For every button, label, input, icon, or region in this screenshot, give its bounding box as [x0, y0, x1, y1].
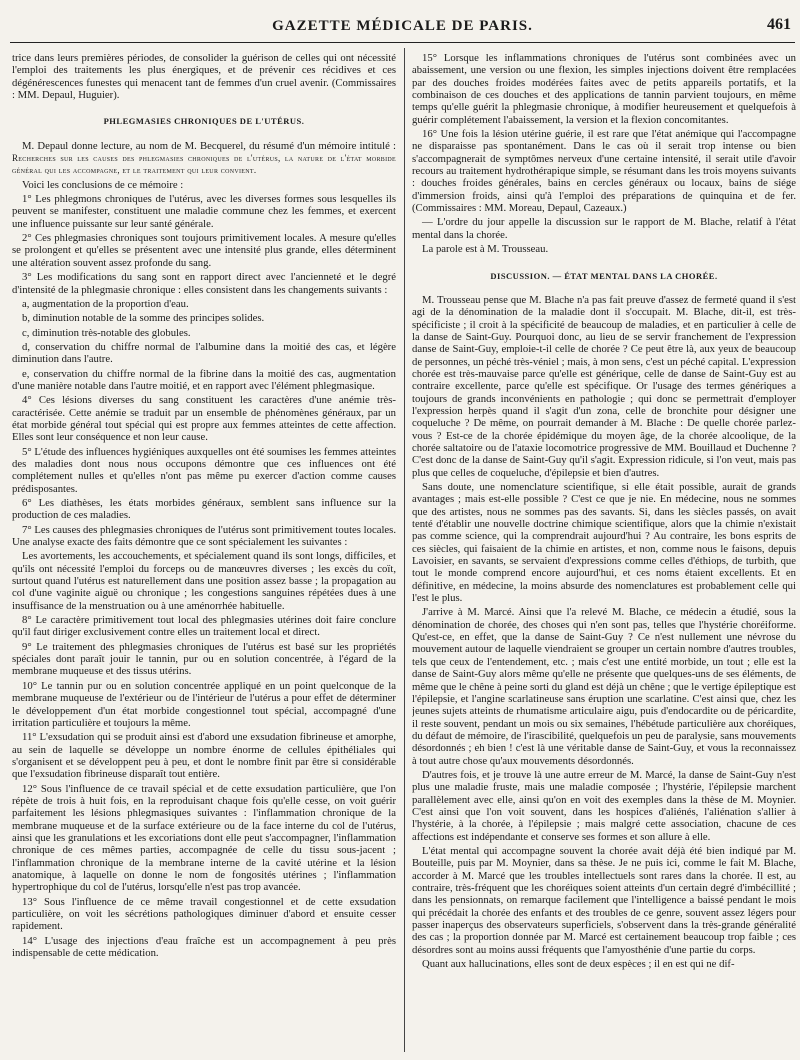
memoir-title: Recherches sur les causes des phlegmasies chroniques de l'utérus, la nature de l'état morbide général qui les accompagne, et le traitement qui leur convient.: [12, 153, 396, 176]
paragraph: 8° Le caractère primitivement tout local des phlegmasies utérines doit faire conclure qu'il faut diriger exclusivement contre elles un traitement local et direct.: [12, 614, 396, 639]
paragraph: 13° Sous l'influence de ce même travail congestionnel et de cette exsudation particulière, on voit les sécrétions pathologiques diminuer d'abord et ensuite cesser rapidement.: [12, 895, 396, 933]
right-paragraphs-b: [412, 294, 796, 971]
section-title-discussion: DISCUSSION. — ÉTAT MENTAL DANS LA CHORÉE.: [490, 270, 718, 281]
paragraph: 7° Les causes des phlegmasies chroniques de l'utérus sont primitivement toutes locales. Une analyse exacte des faits démontre que ce sont spécialement les suivantes :: [12, 523, 396, 549]
left-paragraphs: [12, 193, 396, 959]
section-title-phlegmasies: PHLEGMASIES CHRONIQUES DE L'UTÉRUS.: [103, 116, 305, 127]
paragraph: 10° Le tannin pur ou en solution concentrée appliqué en un point quelconque de la membrane muqueuse de l'extérieur ou de l'intérieur de l'utérus a pour effet de déterminer le développement d'un état morbide congestionnel tout spécial, accompagné d'une irritation particulière et toujours la même.: [12, 679, 396, 729]
paragraph: D'autres fois, et je trouve là une autre erreur de M. Marcé, la danse de Saint-Guy n'est plus une maladie fruste, mais une maladie composée ; l'hystérie, l'épilepsie marchent parallèlement avec elle, ainsi qu'on en voit des exemples dans la thèse de M. Moynier. C'est ainsi que l'on voit souvent, dans les hospices d'aliénés, l'aliénation s'allier à l'hystérie, à la chorée, à l'épilepsie ; mais malgré cette association, chacune de ces affections est indépendante et conserve ses formes et son allure à elle.: [412, 768, 796, 843]
intro-start: M. Depaul donne lecture, au nom de M. Becquerel, du résumé d'un mémoire intitulé :: [22, 139, 396, 152]
right-column: [412, 52, 796, 1052]
paragraph: 1° Les phlegmons chroniques de l'utérus, avec les diverses formes sous lesquelles ils peuvent se manifester, constituent une maladie commune chez les femmes, et exercent une influence puissante sur leur santé générale.: [12, 193, 396, 230]
opening-paragraph: trice dans leurs premières périodes, de consolider la guérison de celles qui ont nécessité l'emploi des traitements les plus énergiques, et de prévenir ces récidives et ces dégénérescences funestes qui menacent tant de femmes d'un cruel avenir. (Commissaires : MM. Depaul, Huguier).: [12, 52, 396, 102]
conclusions-intro: Voici les conclusions de ce mémoire :: [22, 178, 184, 191]
column-divider: [404, 48, 405, 1052]
paragraph: d, conservation du chiffre normal de l'albumine dans la moitié des cas, et légère diminution dans l'autre.: [12, 340, 396, 366]
paragraph: 5° L'étude des influences hygiéniques auxquelles ont été soumises les femmes atteintes des maladies dont nous nous occupons démontre que ces influences ont été complétement nulles et qu'elles n'ont pas même pu exercer d'action comme causes prédisposantes.: [12, 445, 396, 495]
paragraph: M. Trousseau pense que M. Blache n'a pas fait preuve d'assez de fermeté quand il s'est agi de la dénomination de la maladie dont il s'occupait. M. Blache, dit-il, est très-spécificiste ; il croit à la spécificité de beaucoup de maladies, et en particulier à celle de la danse de Saint-Guy. Pourquoi donc, au lieu de se servir franchement de l'expression danse de Saint-Guy, emploie-t-il celle de chorée ? Ce peut être là, aux yeux de beaucoup de personnes, un péché très-véniel ; mais, à mon sens, c'est un péché capital. L'expression chorée est très-mauvaise parce qu'elle est générique, celle de danse de Saint-Guy est au contraire excellente, parce qu'elle est spécifique. Or l'usage des termes génériques a toujours de grands inconvénients en pathologie ; qui donc se permettrait d'employer l'expression herpès quand il s'agit d'un zona, celle de bronchite pour désigner une coqueluche ? De même, on pourrait demander à M. Blache : De quelle chorée parlez-vous ? Est-ce de la chorée épidémique du moyen âge, de la chorée alcoolique, de la chorée saltatoire ou de l'ataxie locomotrice progressive de MM. Bouillaud et Duchenne ? C'est donc de la danse de Saint-Guy qu'il s'agit. Expression ridicule, si l'on veut, mais pas plus que celles de coqueluche, d'épilepsie et bien d'autres.: [412, 293, 796, 479]
paragraph: 6° Les diathèses, les états morbides généraux, semblent sans influence sur la production de ces maladies.: [12, 497, 396, 522]
paragraph: L'état mental qui accompagne souvent la chorée avait déjà été bien indiqué par M. Bouteille, puis par M. Moynier, dans sa thèse. Je ne puis ici, comme le fait M. Blache, accorder à M. Marcé que les troubles intellectuels sont rares dans la chorée. Il est, au contraire, très-fréquent que les choréiques soient atteints d'un certain degré d'imbécillité ; dans les pensionnats, on remarque facilement que l'intelligence a baissé pendant le mois qui précédait la chorée des enfants et des troubles de ce genre, souvent assez légers pour passer inaperçus des observateurs superficiels, s'observent dans la très-grande généralité des cas ; la proportion donnée par M. Marcé est certainement beaucoup trop faible ; ces désordres sont au moins aussi fréquents que l'amyosthénie d'une partie du corps.: [412, 844, 796, 956]
paragraph: 12° Sous l'influence de ce travail spécial et de cette exsudation particulière, que l'on répète de trois à huit fois, en la reproduisant chaque fois qu'elle cesse, on voit guérir parfaitement les lésions phlegmasiques suivantes : l'inflammation chronique de la membrane muqueuse et de la surface extérieure ou de la face interne du col de l'utérus, ainsi que les granulations et les excoriations dont elle peut s'accompagner, l'inflammation chronique de ces mêmes parties, accompagnée de celle du tissu sous-jacent ; l'inflammation chronique de la membrane interne de la cavité utérine et la lésion anatomique, à laquelle on donne le nom de fongosités utérines ; l'inflammation hypertrophique du col de l'utérus, lorsqu'elle n'est pas trop avancée.: [12, 782, 396, 894]
paragraph: Sans doute, une nomenclature scientifique, si elle était possible, aurait de grands avantages ; mais est-elle possible ? C'est ce que je nie. En médecine, nous ne sommes que des artistes, nous ne sommes pas des savants. Si, dans les siècles passés, on avait tenté d'établir une nouvelle doctrine chimique scientifique, alors que la chimie n'existait pas comme science, qui la comprendrait aujourd'hui ? Au contraire, les bons esprits de ces siècles, qui faisaient de la chimie en artistes, et non, comme nous le faisons, depuis Lavoisier, en savants, se servaient d'expressions comme celles d'éthiops, de turbith, que tout le monde comprend encore aujourd'hui, et ces noms étaient excellents. Et en définitive, en médecine, la moins absurde des nomenclatures est probablement celle qui l'est le plus.: [412, 481, 796, 605]
paragraph: 14° L'usage des injections d'eau fraîche est un accompagnement à peu près indispensable de cette médication.: [12, 934, 396, 960]
paragraph: a, augmentation de la proportion d'eau.: [22, 297, 189, 310]
paragraph: 11° L'exsudation qui se produit ainsi est d'abord une exsudation fibrineuse et amorphe, au sein de laquelle se développe un nombre énorme de cellules épithéliales qui s'organisent et se développent peu à peu, et dont le nombre finit par être si considérable que l'exsudation fibrineuse disparaît tout entière.: [12, 731, 396, 781]
paragraph: 9° Le traitement des phlegmasies chroniques de l'utérus est basé sur les propriétés spéciales dont paraît jouir le tannin, pur ou en solution concentrée, à l'égard de la membrane muqueuse et des tissus utérins.: [12, 640, 396, 678]
paragraph: Quant aux hallucinations, elles sont de deux espèces ; il en est qui ne dif-: [422, 958, 735, 971]
paragraph: b, diminution notable de la somme des principes solides.: [22, 312, 265, 325]
paragraph: J'arrive à M. Marcé. Ainsi que l'a relevé M. Blache, ce médecin a étudié, sous la dénomination de chorée, des choses qui n'en sont pas, telles que l'hystérie choréiforme. Qu'est-ce, en effet, que la danse de Saint-Guy ? Ce n'est nullement une névrose du mouvement autour de laquelle viendraient se grouper un certain nombre d'autres troubles, tels que ceux de l'entendement, etc. ; mais c'est une entité morbide, un tout ; elle est la danse de Saint-Guy alors même qu'elle ne présente que quelques-uns de ses éléments, de même que le chêne à peine sorti du gland est déjà un chêne ; que le vertige épileptique est l'épilepsie, et l'angine scarlatineuse sans éruption une scarlatine. C'est ainsi que, chez les jeunes sujets atteints de rhumatisme articulaire aigu, puis d'endocardite ou de péricardite, il reste souvent, pendant un mois ou six semaines, l'hébétude particulière aux choréiques, du défaut de mémoire, de l'irascibilité, quelquefois un peu de paralysie, sans mouvements désordonnés ; eh bien ! c'est là une véritable danse de Saint-Guy, et vous la reconnaissez à tout autre chose qu'aux mouvements désordonnés.: [412, 606, 796, 767]
paragraph: 16° Une fois la lésion utérine guérie, il est rare que l'état anémique qui l'accompagne ne disparaisse pas spontanément. Dans le cas où il serait trop intense ou bien s'accompagnerait de symptômes nerveux d'une certaine intensité, il serait utile d'avoir recours au traitement hydrothérapique simple, se résumant dans les trois moyens suivants : douches froides générales, bains en cercles généraux ou locaux, bains de siége d'immersion froids, ainsi qu'à l'emploi des préparations de quinquina et de fer. (Commissaires : MM. Moreau, Depaul, Cazeaux.): [412, 128, 796, 215]
paragraph: 3° Les modifications du sang sont en rapport direct avec l'ancienneté et le degré d'intensité de la phlegmasie chronique : elles consistent dans les changements suivants :: [12, 271, 396, 296]
memoir-intro: [12, 140, 396, 177]
left-column: [12, 52, 396, 1052]
paragraph: 4° Ces lésions diverses du sang constituent les caractères d'une anémie très-caractérisée. Cette anémie se traduit par un ensemble de phénomènes généraux, par un état morbide général tout spécial qui est propre aux femmes atteintes de cette affection. Elles sont leur conséquence et non leur cause.: [12, 394, 396, 444]
paragraph: La parole est à M. Trousseau.: [422, 243, 549, 256]
paragraph: e, conservation du chiffre normal de la fibrine dans la moitié des cas, augmentation d'une manière notable dans l'autre moitié, et en rapport avec l'élément phlegmasique.: [12, 367, 396, 392]
paragraph: Les avortements, les accouchements, et spécialement quand ils sont longs, difficiles, et qu'ils ont nécessité l'emploi du forceps ou de manœuvres diverses ; les excès du coït, surtout quand l'utérus est naturellement dans une position assez basse ; la propagation au col d'une vaginite aiguë ou chronique ; les congestions sanguines répétées dues à une insuffisance de la menstruation ou à une aménorrhée habituelle.: [12, 550, 396, 612]
paragraph: 15° Lorsque les inflammations chroniques de l'utérus sont combinées avec un abaissement, une version ou une flexion, les simples injections doivent être remplacées par des douches froides modérées faites avec de petits appareils portatifs, et la combinaison de ces douches et des applications de tannin parvient toujours, en même temps qu'elle guérit la phlegmasie chronique, à modifier heureusement et quelquefois à guérir complétement l'abaissement, la version et la flexion concomitantes.: [412, 52, 796, 126]
paragraph: — L'ordre du jour appelle la discussion sur le rapport de M. Blache, relatif à l'état mental dans la chorée.: [412, 216, 796, 241]
page-header: [10, 8, 795, 43]
right-paragraphs-a: [412, 52, 796, 256]
paragraph: c, diminution très-notable des globules.: [22, 326, 191, 339]
journal-title: GAZETTE MÉDICALE DE PARIS.: [272, 18, 533, 34]
paragraph: 2° Ces phlegmasies chroniques sont toujours primitivement locales. A mesure qu'elles se prolongent et qu'elles se présentent avec une intensité plus grande, elles déterminent une altération souvent assez profonde du sang.: [12, 232, 396, 269]
page-number: 461: [767, 16, 791, 33]
